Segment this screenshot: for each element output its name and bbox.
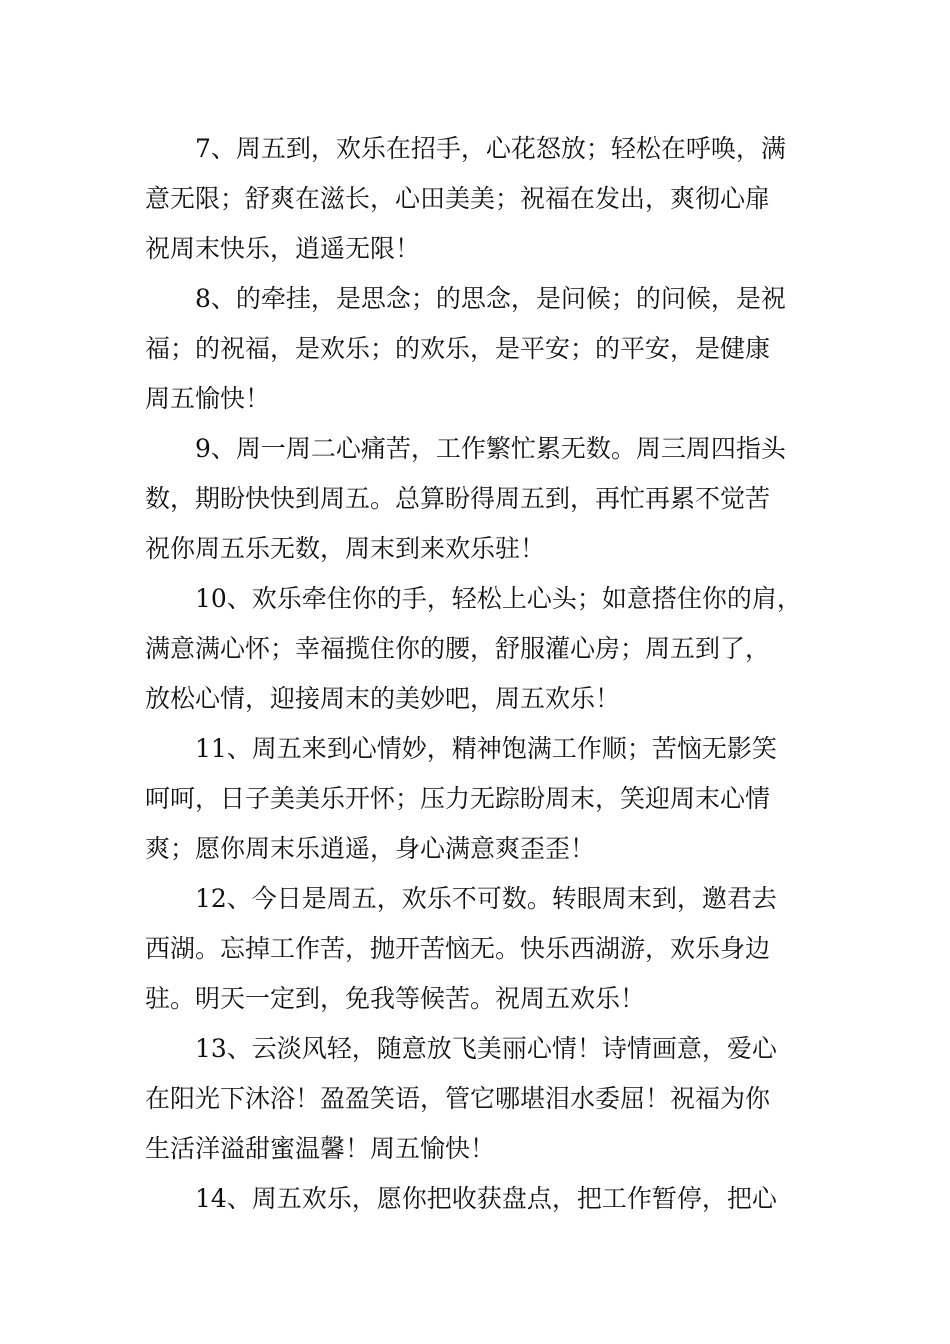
paragraph-13 [145,1024,835,1174]
document-body [145,124,835,1224]
text-line: 祝你周五乐无数，周末到来欢乐驻！ [145,534,546,563]
text-line: 驻。明天一定到，免我等候苦。祝周五欢乐！ [145,984,646,1013]
text-line: 满意满心怀；幸福揽住你的腰，舒服灌心房；周五到了， [145,634,771,663]
text-line: 在阳光下沐浴！盈盈笑语，管它哪堪泪水委屈！祝福为你 [145,1084,771,1113]
paragraph-8 [145,274,835,424]
text-line: 福；的祝福，是欢乐；的欢乐，是平安；的平安，是健康 [145,334,771,363]
text-line: 14、周五欢乐，愿你把收获盘点，把工作暂停，把心 [195,1184,777,1213]
text-line: 周五愉快！ [145,384,271,413]
text-line: 7、周五到，欢乐在招手，心花怒放；轻松在呼唤，满 [195,134,786,163]
paragraph-7 [145,124,835,274]
text-line: 数，期盼快快到周五。总算盼得周五到，再忙再累不觉苦 [145,484,771,513]
text-line: 西湖。忘掉工作苦，抛开苦恼无。快乐西湖游，欢乐身边 [145,934,771,963]
paragraph-12 [145,874,835,1024]
text-line: 9、周一周二心痛苦，工作繁忙累无数。周三周四指头 [195,434,786,463]
paragraph-14 [145,1174,835,1224]
text-line: 爽；愿你周末乐逍遥，身心满意爽歪歪！ [145,834,596,863]
text-line: 意无限；舒爽在滋长，心田美美；祝福在发出，爽彻心扉 [145,184,771,213]
text-line: 呵呵，日子美美乐开怀；压力无踪盼周末，笑迎周末心情 [145,784,771,813]
text-line: 12、今日是周五，欢乐不可数。转眼周末到，邀君去 [195,884,777,913]
text-line: 生活洋溢甜蜜温馨！周五愉快！ [145,1134,496,1163]
text-line: 祝周末快乐，逍遥无限！ [145,234,421,263]
text-line: 放松心情，迎接周末的美妙吧，周五欢乐！ [145,684,621,713]
text-line: 13、云淡风轻，随意放飞美丽心情！诗情画意，爱心 [195,1034,777,1063]
text-line: 11、周五来到心情妙，精神饱满工作顺；苦恼无影笑 [195,734,777,763]
text-line: 8、的牵挂，是思念；的思念，是问候；的问候，是祝 [195,284,786,313]
text-line: 10、欢乐牵住你的手，轻松上心头；如意搭住你的肩， [195,584,802,613]
paragraph-9 [145,424,835,574]
paragraph-11 [145,724,835,874]
paragraph-10 [145,574,835,724]
